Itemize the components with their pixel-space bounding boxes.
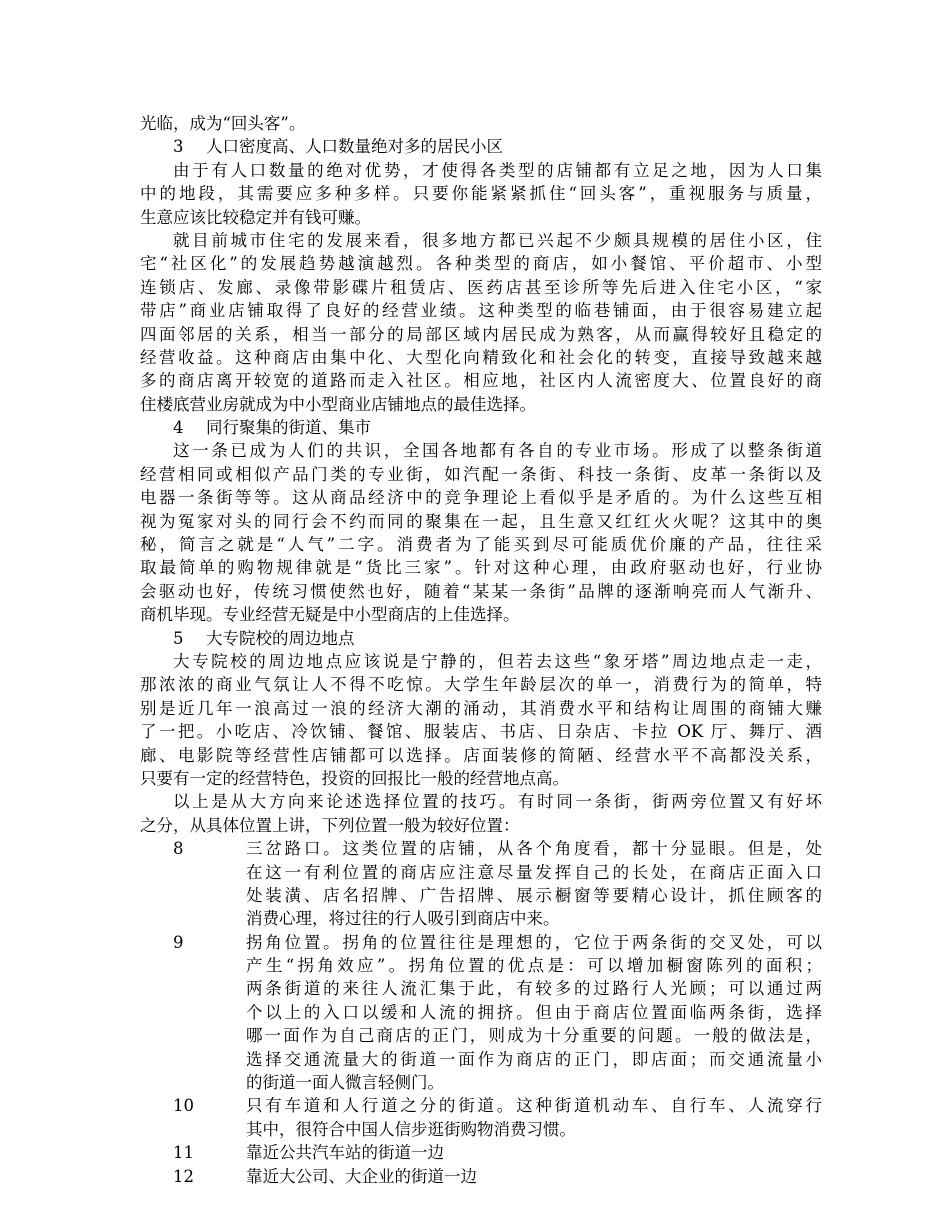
- list-item-line: 两条街道的来往人流汇集于此，有较多的过路行人光顾；可以通过两: [246, 979, 822, 999]
- paragraph-line: 取最简单的购物规律就是“货比三家”。针对这种心理，由政府驱动也好，行业协: [140, 558, 822, 578]
- paragraph-line: 连锁店、发廊、录像带影碟片租赁店、医药店甚至诊所等先后进入住宅小区，“家: [140, 277, 822, 297]
- paragraph-line: 视为冤家对头的同行会不约而同的聚集在一起，且生意又红红火火呢？这其中的奥: [140, 511, 822, 531]
- paragraph: [140, 229, 822, 416]
- heading-text: 人口密度高、人口数量绝对多的居民小区: [206, 137, 503, 157]
- list-item: [140, 1094, 822, 1141]
- paragraph-line: 生意应该比较稳定并有钱可赚。: [140, 207, 371, 227]
- list-item-line: 处装潢、店名招牌、广告招牌、展示橱窗等要精心设计，抓住顾客的: [246, 885, 822, 905]
- list-item-number: 9: [173, 932, 184, 952]
- paragraph-line: 四面邻居的关系，相当一部分的局部区域内居民成为熟客，从而赢得较好且稳定的: [140, 324, 822, 344]
- list-item: [140, 837, 822, 931]
- paragraph-line: 由于有人口数量的绝对优势，才使得各类型的店铺都有立足之地，因为人口集: [173, 160, 822, 180]
- paragraph-line: 只要有一定的经营特色，投资的回报比一般的经营地点高。: [140, 768, 569, 788]
- section-heading: [140, 135, 822, 158]
- paragraph-line: 秘，简言之就是“人气”二字。消费者为了能买到尽可能质优价廉的产品，往往采: [140, 535, 822, 555]
- paragraph: [140, 439, 822, 626]
- paragraph-line: 商机毕现。专业经营无疑是中小型商店的上佳选择。: [140, 605, 520, 625]
- heading-number: 3: [173, 137, 184, 157]
- paragraph-line: 中的地段，其需要应多种多样。只要你能紧紧抓住“回头客”，重视服务与质量，: [140, 184, 822, 204]
- paragraph-line: 了一把。小吃店、冷饮铺、餐馆、服装店、书店、日杂店、卡拉 OK 厅、舞厅、酒: [140, 722, 822, 742]
- paragraph-line: 就目前城市住宅的发展来看，很多地方都已兴起不少颇具规模的居住小区，住: [173, 230, 822, 250]
- list-item-number: 10: [173, 1096, 194, 1116]
- paragraph-line: 多的商店离开较宽的道路而走入社区。相应地，社区内人流密度大、位置良好的商: [140, 371, 822, 391]
- paragraph: [140, 790, 822, 837]
- list-item-number: 8: [173, 839, 184, 859]
- list-item-line: 拐角位置。拐角的位置往往是理想的，它位于两条街的交叉处，可以: [246, 932, 822, 952]
- heading-number: 5: [173, 628, 184, 648]
- list-item-number: 11: [173, 1143, 194, 1163]
- list-item-line: 个以上的入口以缓和人流的拥挤。但由于商店位置面临两条街，选择: [246, 1002, 822, 1022]
- list-item-line: 靠近大公司、大企业的街道一边: [246, 1166, 477, 1186]
- paragraph-line: 这一条已成为人们的共识，全国各地都有各自的专业市场。形成了以整条街道: [173, 441, 822, 461]
- list-item-line: 其中，很符合中国人信步逛街购物消费习惯。: [246, 1119, 576, 1139]
- paragraph-line: 别是近几年一浪高过一浪的经济大潮的涌动，其消费水平和结构让周围的商铺大赚: [140, 698, 822, 718]
- paragraph-line: 光临，成为“回头客”。: [140, 114, 306, 133]
- heading-number: 4: [173, 418, 184, 438]
- paragraph-line: 之分，从具体位置上讲，下列位置一般为较好位置：: [140, 815, 520, 835]
- heading-text: 大专院校的周边地点: [206, 628, 355, 648]
- section-heading: [140, 416, 822, 439]
- list-item-line: 只有车道和人行道之分的街道。这种街道机动车、自行车、人流穿行: [246, 1096, 822, 1116]
- heading-text: 同行聚集的街道、集市: [206, 418, 371, 438]
- list-item: [140, 1141, 822, 1164]
- document-page: [140, 112, 822, 1188]
- list-item-line: 哪一面作为自己商店的正门，则成为十分重要的问题。一般的做法是，: [246, 1026, 822, 1046]
- section-heading: [140, 627, 822, 650]
- paragraph-line: 经营相同或相似产品门类的专业街，如汽配一条街、科技一条街、皮革一条街以及: [140, 464, 822, 484]
- list-item: [140, 1165, 822, 1188]
- list-item-number: 12: [173, 1166, 194, 1186]
- paragraph: [140, 159, 822, 229]
- list-item-line: 三岔路口。这类位置的店铺，从各个角度看，都十分显眼。但是，处: [246, 839, 822, 859]
- paragraph-line: 电器一条街等等。这从商品经济中的竞争理论上看似乎是矛盾的。为什么这些互相: [140, 488, 822, 508]
- paragraph-line: 带店”商业店铺取得了良好的经营业绩。这种类型的临巷铺面，由于很容易建立起: [140, 301, 822, 321]
- paragraph-line: 大专院校的周边地点应该说是宁静的，但若去这些“象牙塔”周边地点走一走，: [173, 651, 822, 671]
- list-item-line: 产生“拐角效应”。拐角位置的优点是：可以增加橱窗陈列的面积；: [246, 956, 822, 976]
- paragraph-line: 住楼底营业房就成为中小型商业店铺地点的最佳选择。: [140, 394, 536, 414]
- paragraph: [140, 650, 822, 790]
- list-item-line: 在这一有利位置的商店应注意尽量发挥自己的长处，在商店正面入口: [246, 862, 822, 882]
- paragraph-line: 宅“社区化”的发展趋势越演越烈。各种类型的商店，如小餐馆、平价超市、小型: [140, 254, 822, 274]
- list-item-line: 选择交通流量大的街道一面作为商店的正门，即店面；而交通流量小: [246, 1049, 822, 1069]
- list-item: [140, 931, 822, 1095]
- paragraph: [140, 112, 822, 135]
- paragraph-line: 那浓浓的商业气氛让人不得不吃惊。大学生年龄层次的单一，消费行为的简单，特: [140, 675, 822, 695]
- paragraph-line: 廊、电影院等经营性店铺都可以选择。店面装修的简陋、经营水平不高都没关系，: [140, 745, 822, 765]
- list-item-line: 的街道一面人微言轻侧门。: [246, 1073, 444, 1093]
- list-item-line: 靠近公共汽车站的街道一边: [246, 1143, 444, 1163]
- paragraph-line: 会驱动也好，传统习惯使然也好，随着“某某一条街”品牌的逐渐响亮而人气渐升、: [140, 581, 822, 601]
- paragraph-line: 以上是从大方向来论述选择位置的技巧。有时同一条街，街两旁位置又有好坏: [173, 792, 822, 812]
- paragraph-line: 经营收益。这种商店由集中化、大型化向精致化和社会化的转变，直接导致越来越: [140, 347, 822, 367]
- list-item-line: 消费心理，将过往的行人吸引到商店中来。: [246, 909, 560, 929]
